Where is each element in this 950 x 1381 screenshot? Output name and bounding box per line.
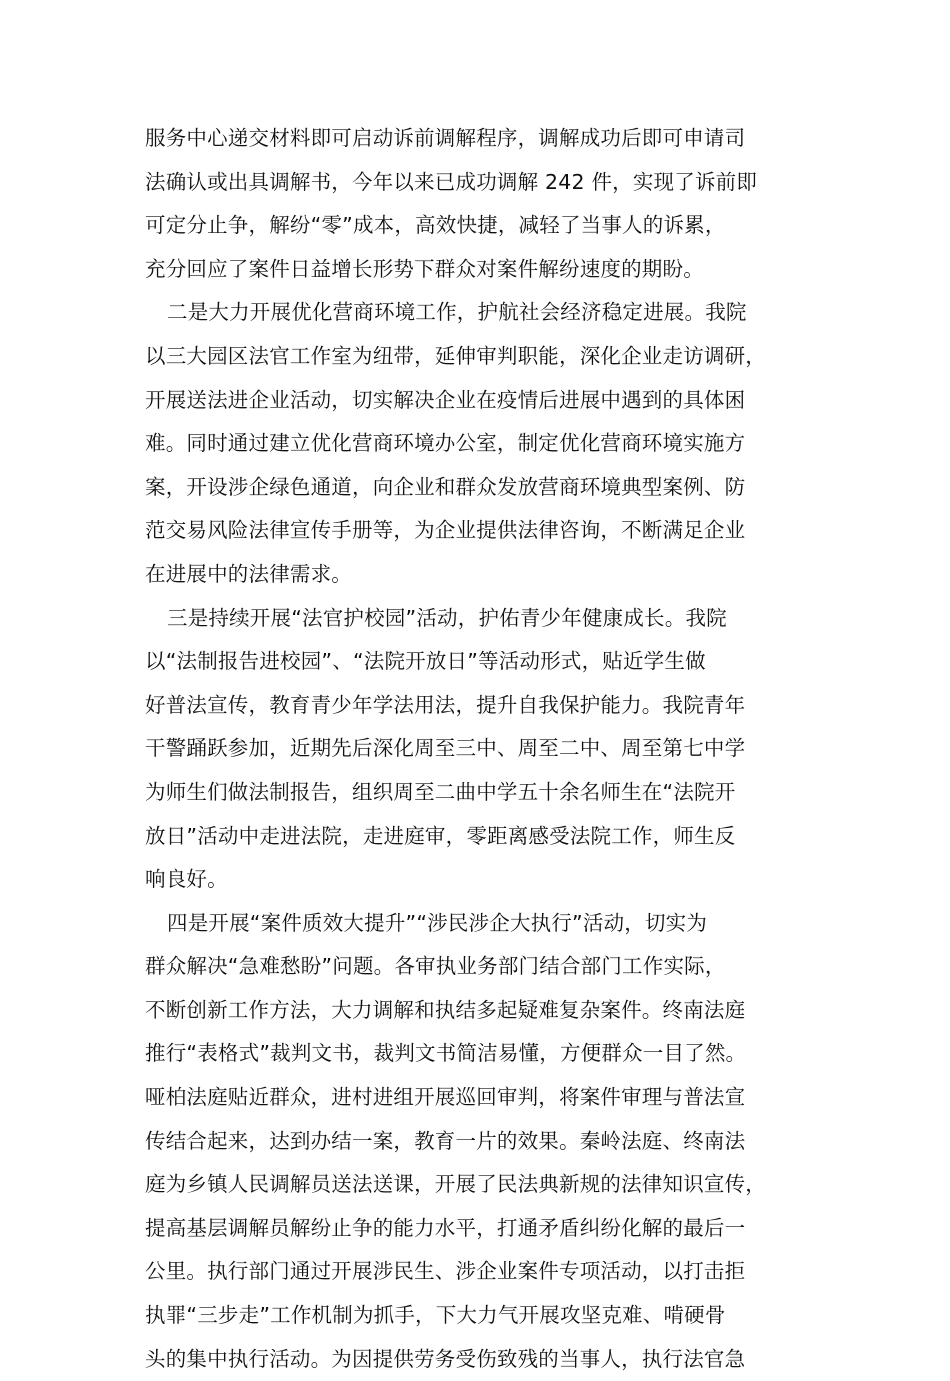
text-line: 服务中心递交材料即可启动诉前调解程序，调解成功后即可申请司 [145,126,746,150]
text-line: 以“法制报告进校园”、“法院开放日”等活动形式，贴近学生做 [145,649,706,674]
text-line: 头的集中执行活动。为因提供劳务受伤致残的当事人，执行法官急 [145,1346,746,1371]
text-line: 为师生们做法制报告，组织周至二曲中学五十余名师生在“法院开 [145,779,736,804]
document-body [145,117,813,1381]
text-line: 在进展中的法律需求。 [145,561,352,586]
paragraph-start-line: 二是大力开展优化营商环境工作，护航社会经济稳定进展。我院 [167,300,747,325]
text-line: 好普法宣传，教育青少年学法用法，提升自我保护能力。我院青年 [145,692,746,717]
text-line: 不断创新工作方法，大力调解和执结多起疑难复杂案件。终南法庭 [145,997,746,1022]
text-line: 可定分止争，解纷“零”成本，高效快捷，减轻了当事人的诉累， [145,213,726,238]
text-line: 推行“表格式”裁判文书，裁判文书简洁易懂，方便群众一目了然。 [145,1041,747,1066]
text-line: 庭为乡镇人民调解员送法送课，开展了民法典新规的法律知识宣传， [145,1172,766,1197]
paragraph-start-line: 三是持续开展“法官护校园”活动，护佑青少年健康成长。我院 [167,605,727,630]
text-line: 以三大园区法官工作室为纽带，延伸审判职能，深化企业走访调研， [145,343,766,368]
text-line: 开展送法进企业活动，切实解决企业在疫情后进展中遇到的具体困 [145,387,746,412]
text-line: 干警踊跃参加，近期先后深化周至三中、周至二中、周至第七中学 [145,736,746,761]
text-line: 范交易风险法律宣传手册等，为企业提供法律咨询，不断满足企业 [145,518,746,543]
text-line: 群众解决“急难愁盼”问题。各审执业务部门结合部门工作实际， [145,954,726,979]
text-line: 提高基层调解员解纷止争的能力水平，打通矛盾纠纷化解的最后一 [145,1215,746,1240]
text-line: 放日”活动中走进法院，走进庭审，零距离感受法院工作，师生反 [145,823,736,848]
text-line: 执罪“三步走”工作机制为抓手，下大力气开展攻坚克难、啃硬骨 [145,1303,726,1328]
text-line: 法确认或出具调解书，今年以来已成功调解 242 件，实现了诉前即 [145,169,758,194]
text-line: 案，开设涉企绿色通道，向企业和群众发放营商环境典型案例、防 [145,474,746,499]
text-line: 难。同时通过建立优化营商环境办公室，制定优化营商环境实施方 [145,431,746,456]
text-line: 传结合起来，达到办结一案，教育一片的效果。秦岭法庭、终南法 [145,1128,746,1153]
text-line: 哑柏法庭贴近群众，进村进组开展巡回审判，将案件审理与普法宣 [145,1085,746,1110]
paragraph-start-line: 四是开展“案件质效大提升”“涉民涉企大执行”活动，切实为 [167,910,708,935]
text-line: 充分回应了案件日益增长形势下群众对案件解纷速度的期盼。 [145,256,704,281]
text-line: 响良好。 [145,867,228,892]
text-line: 公里。执行部门通过开展涉民生、涉企业案件专项活动，以打击拒 [145,1259,746,1284]
